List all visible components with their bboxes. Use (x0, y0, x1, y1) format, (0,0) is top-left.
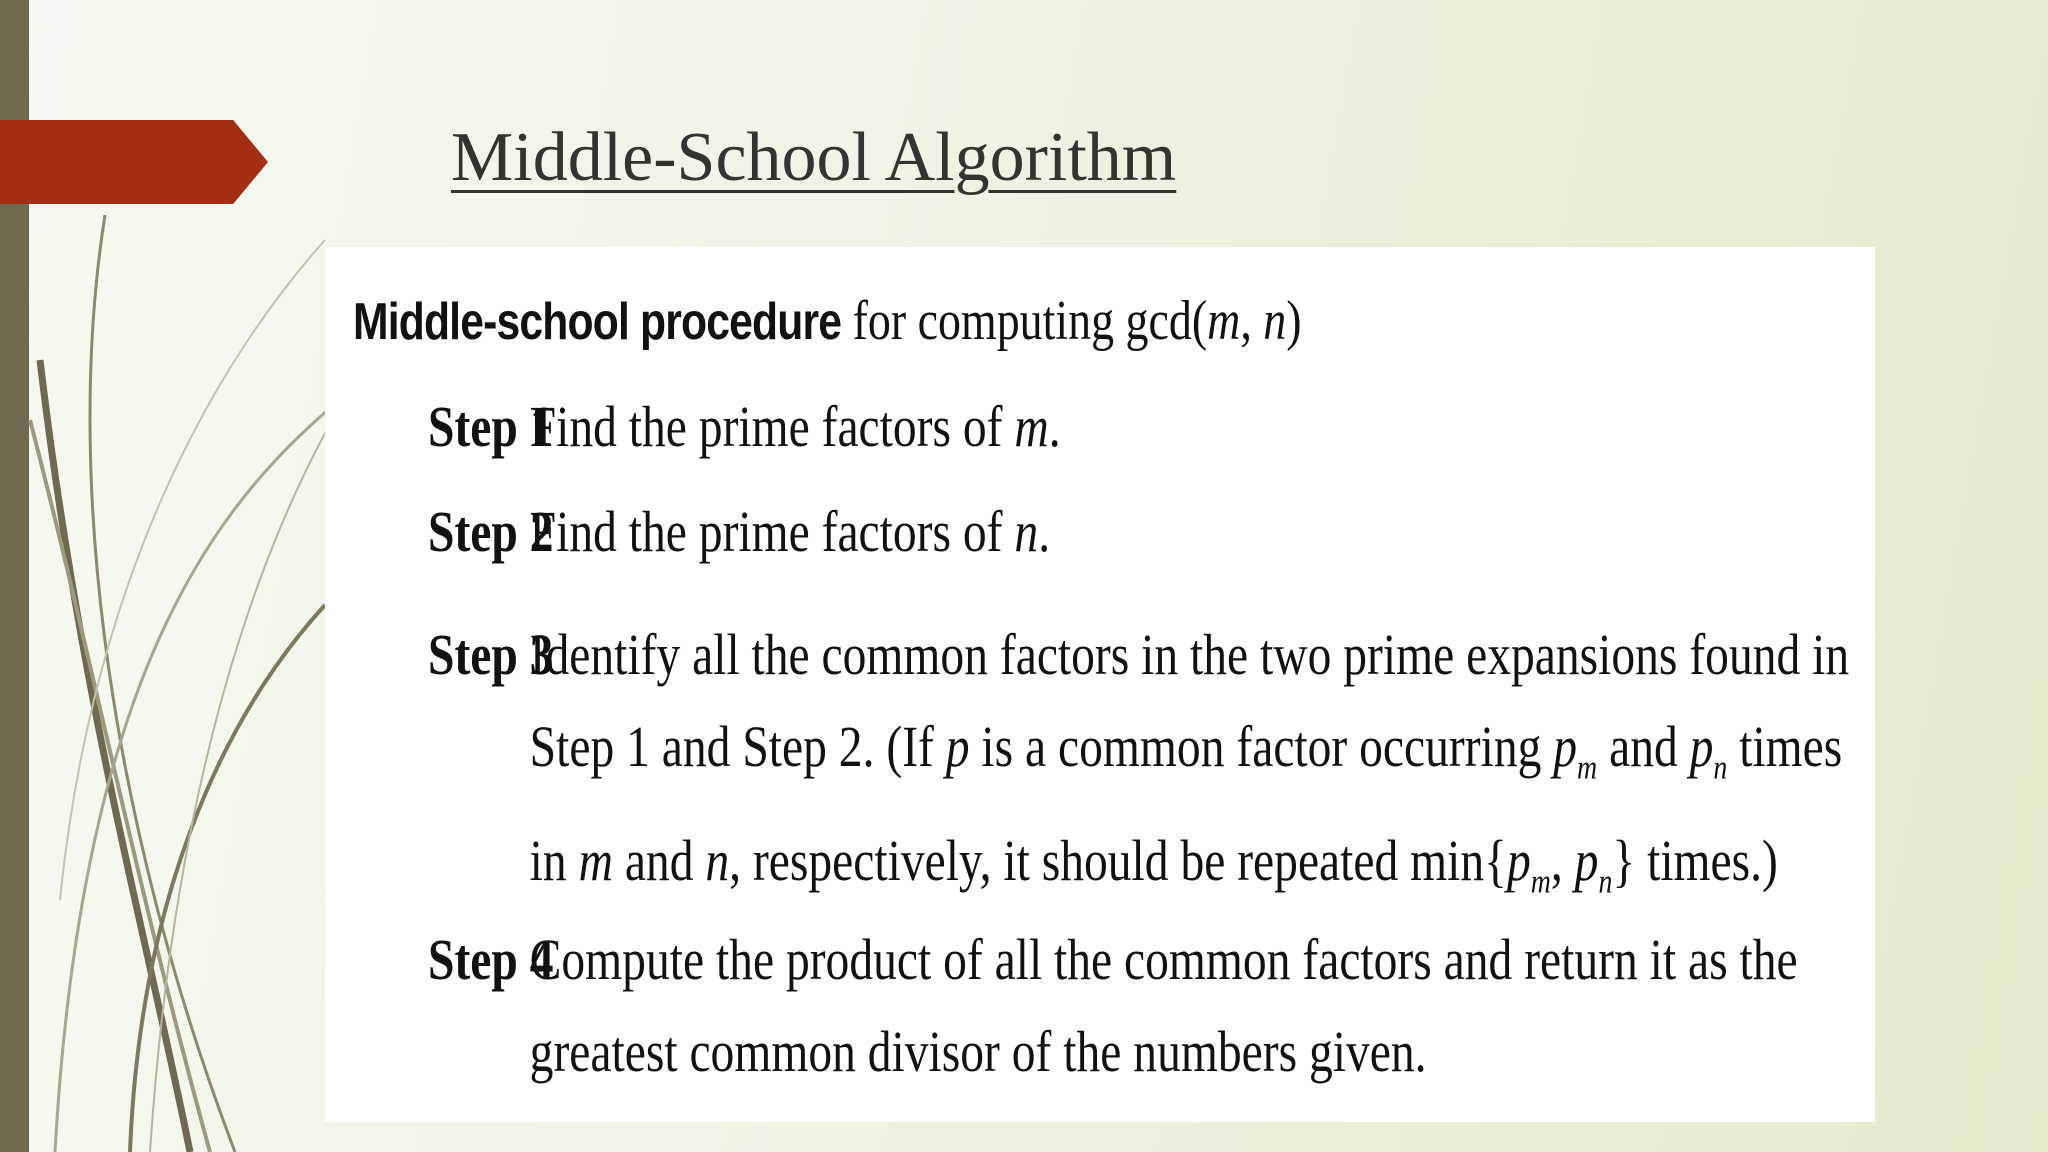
var-p: p (1574, 827, 1599, 893)
step-1-end: . (1048, 394, 1061, 459)
step-text (530, 392, 1061, 462)
var-p: p (1506, 827, 1531, 893)
step-label: Step 2 (428, 499, 554, 564)
subscript-n: n (1598, 863, 1613, 901)
procedure-panel (325, 247, 1875, 1122)
step-4-line-2: greatest common divisor of the numbers given. (529, 1019, 1427, 1084)
text-run: , (1550, 827, 1575, 893)
step-label: Step 4 (428, 927, 554, 992)
var-m: m (578, 827, 613, 893)
step-3-line-3 (530, 815, 1849, 929)
text-run: in (529, 827, 579, 893)
heading-close: ) (1286, 290, 1302, 352)
heading-bold: Middle-school procedure (353, 293, 842, 351)
step-1-text: Find the prime factors of (529, 394, 1015, 459)
text-run: , respectively, it should be repeated min{ (729, 827, 1507, 893)
subscript-m: m (1577, 749, 1598, 787)
title-arrow-marker (0, 120, 268, 204)
heading-sep: , (1240, 290, 1264, 352)
step-1-var: m (1014, 394, 1049, 459)
procedure-heading (353, 289, 1302, 353)
var-p: p (1689, 714, 1714, 779)
step-3-line-1: Identify all the common factors in the two prime expansions found in (529, 622, 1850, 687)
step-label: Step 1 (428, 394, 554, 459)
text-run: and (1597, 714, 1690, 779)
var-n: n (705, 827, 730, 893)
subscript-m: m (1530, 863, 1551, 901)
step-text (530, 609, 1849, 928)
step-text (530, 497, 1050, 567)
text-run: } times.) (1612, 827, 1778, 893)
step-2-end: . (1038, 499, 1051, 564)
text-run: is a common factor occurring (969, 714, 1554, 779)
step-4-line-1: Compute the product of all the common factors and return it as the (529, 927, 1798, 992)
step-2-var: n (1014, 499, 1039, 564)
text-run: Step 1 and Step 2. (If (529, 714, 946, 779)
slide-title: Middle-School Algorithm (451, 119, 1177, 196)
text-run: times (1727, 714, 1843, 779)
text-run: and (612, 827, 706, 893)
heading-rest: for computing gcd( (841, 290, 1208, 352)
var-p: p (1553, 714, 1578, 779)
step-text (530, 914, 1798, 1098)
step-3-line-2 (530, 701, 1849, 815)
heading-var-m: m (1207, 290, 1241, 352)
var-p: p (945, 714, 970, 779)
heading-var-n: n (1263, 290, 1287, 352)
step-label: Step 3 (428, 622, 554, 687)
step-2-text: Find the prime factors of (529, 499, 1015, 564)
subscript-n: n (1713, 749, 1728, 787)
